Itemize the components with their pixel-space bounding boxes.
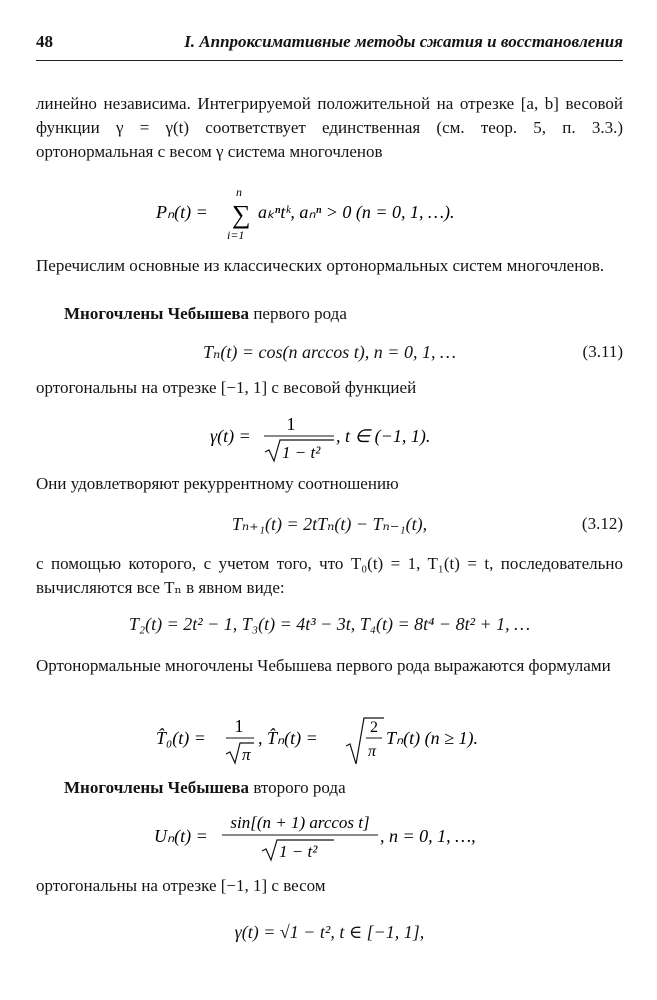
- formula-orthonormal: [36, 712, 623, 768]
- formula-3-11: [36, 340, 623, 364]
- formula-un-rhs: , n = 0, 1, …,: [380, 826, 476, 846]
- paragraph-8: [36, 776, 623, 800]
- formula-weight-1-rhs: , t ∈ (−1, 1).: [336, 426, 431, 446]
- chebyshev-heading-1: Многочлены Чебышева: [64, 304, 250, 323]
- formula-un-den: 1 − t²: [279, 842, 318, 861]
- formula-orthonormal-num2: 2: [370, 719, 378, 736]
- formula-pn-sum-bottom: i=1: [227, 228, 245, 240]
- formula-orthonormal-svg: [36, 712, 623, 768]
- formula-un-svg: [36, 810, 623, 866]
- formula-weight-2: [36, 920, 623, 944]
- paragraph-1: линейно независима. Интегрируемой положительной на отрезке [a, b] весовой функции γ = γ(t) соответствует единственная (см. теор. 5, п. 3.3.) ортонормальная с весом γ система многочленов: [36, 94, 623, 161]
- formula-un-num: sin[(n + 1) arccos t]: [230, 813, 370, 832]
- formula-weight-1-lhs: γ(t) =: [210, 426, 251, 446]
- chebyshev-heading-2: Многочлены Чебышева: [64, 778, 250, 797]
- equation-number-3-12: (3.12): [581, 514, 623, 533]
- formula-orthonormal-lhs1: T̂₀(t) =: [156, 728, 206, 748]
- paragraph-4: ортогональны на отрезке [−1, 1] с весовой функцией: [36, 378, 417, 397]
- formula-pn-rhs: aₖⁿtᵏ, aₙⁿ > 0 (n = 0, 1, …).: [258, 202, 455, 222]
- formula-3-11-text: Tₙ(t) = cos(n arccos t), n = 0, 1, …: [203, 342, 456, 362]
- formula-weight-1-svg: [36, 410, 623, 466]
- paragraph-9: ортогональны на отрезке [−1, 1] с весом: [36, 876, 326, 895]
- sum-sign-icon: ∑: [232, 200, 251, 229]
- formula-orthonormal-den1: π: [242, 745, 251, 764]
- chebyshev-kind-1: первого рода: [249, 304, 347, 323]
- sqrt-icon: [346, 718, 384, 764]
- equation-number-3-11: (3.11): [582, 342, 623, 361]
- running-title: I. Аппроксимативные методы сжатия и восстановления: [184, 32, 623, 51]
- formula-orthonormal-den2: π: [368, 743, 377, 760]
- formula-weight-1: [36, 410, 623, 466]
- paragraph-5: Они удовлетворяют рекуррентному соотношению: [36, 474, 399, 493]
- formula-orthonormal-num1: 1: [234, 716, 244, 736]
- page-number: 48: [36, 32, 53, 51]
- formula-weight-1-num: 1: [286, 414, 296, 434]
- formula-explicit-tn: [36, 612, 623, 636]
- paragraph-7: Ортонормальные многочлены Чебышева первого рода выражаются формулами: [36, 656, 611, 675]
- running-header: [36, 32, 623, 56]
- header-rule: [36, 60, 623, 61]
- formula-pn-lhs: Pₙ(t) =: [156, 202, 208, 222]
- formula-pn-sum-top: n: [236, 185, 242, 199]
- formula-3-12: [36, 512, 623, 536]
- formula-pn-svg: [36, 184, 623, 240]
- formula-explicit-tn-text: T₂(t) = 2t² − 1, T₃(t) = 4t³ − 3t, T₄(t) = 8t⁴ − 8t² + 1, …: [128, 614, 531, 634]
- formula-weight-1-den: 1 − t²: [282, 443, 321, 462]
- paragraph-6: с помощью которого, с учетом того, что T₀(t) = 1, T₁(t) = t, последовательно вычисляются все Tₙ в явном виде:: [36, 554, 623, 597]
- formula-orthonormal-rhs: Tₙ(t) (n ≥ 1).: [386, 728, 479, 748]
- formula-un-lhs: Uₙ(t) =: [154, 826, 208, 846]
- formula-weight-2-text: γ(t) = √1 − t², t ∈ [−1, 1],: [234, 922, 425, 942]
- formula-3-12-text: Tₙ₊₁(t) = 2tTₙ(t) − Tₙ₋₁(t),: [231, 514, 428, 534]
- formula-orthonormal-mid: , T̂ₙ(t) =: [258, 728, 318, 748]
- paragraph-2: Перечислим основные из классических ортонормальных систем многочленов.: [36, 256, 605, 275]
- chebyshev-kind-2: второго рода: [249, 778, 346, 797]
- paragraph-3: [36, 302, 623, 326]
- formula-pn: [36, 184, 623, 240]
- formula-un: [36, 810, 623, 866]
